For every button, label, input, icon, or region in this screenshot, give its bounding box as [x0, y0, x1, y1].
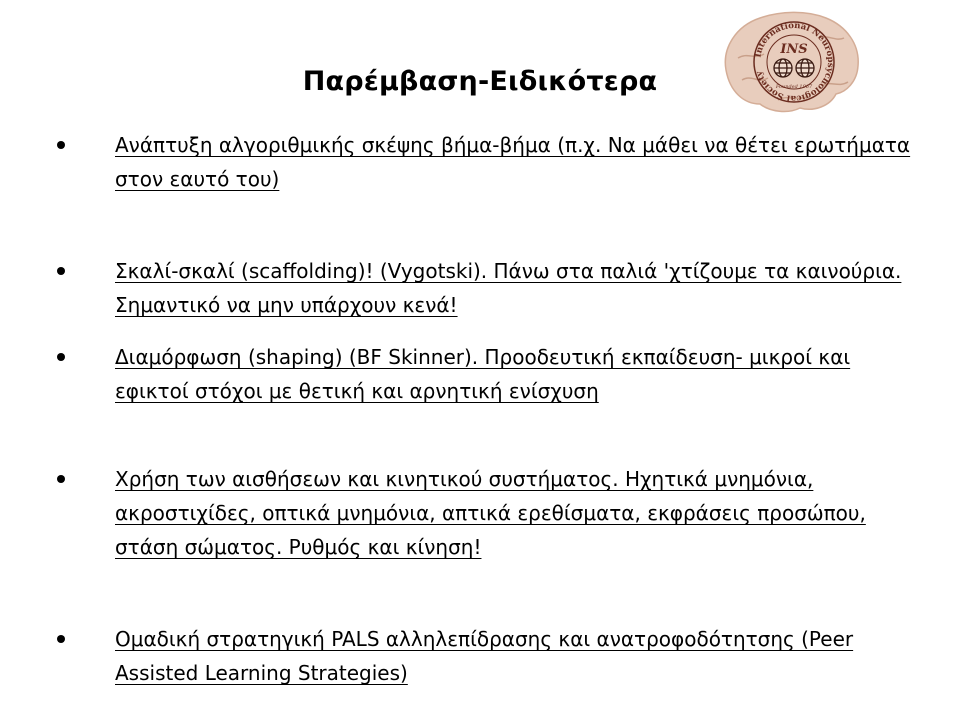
bullet-dot-icon [57, 353, 65, 361]
bullet-text: Ανάπτυξη αλγοριθμικής σκέψης βήμα-βήμα (π.χ. Να μάθει να θέτει ερωτήματα στον εαυτό του) [115, 133, 911, 191]
bullet-dot-icon [57, 267, 65, 275]
logo-ring-text: International Neuropsychological Society [753, 20, 836, 104]
logo-center-text: INS [780, 42, 808, 57]
slide-title: Παρέμβαση-Ειδικότερα [302, 66, 658, 97]
ins-brain-logo-icon [718, 8, 863, 116]
bullet-text: Σκαλί-σκαλί (scaffolding)! (Vygotski). Πάνω στα παλιά 'χτίζουμε τα καινούρια. Σημαντικό να μην υπάρχουν κενά! [115, 259, 902, 317]
bullet-dot-icon [57, 141, 65, 149]
bullet-text: Διαμόρφωση (shaping) (BF Skinner). Προοδευτική εκπαίδευση- μικροί και εφικτοί στόχοι με θετική και αρνητική ενίσχυση [115, 345, 851, 403]
bullet-dot-icon [57, 635, 65, 643]
bullet-dot-icon [57, 475, 65, 483]
bullet-text: Χρήση των αισθήσεων και κινητικού συστήματος. Ηχητικά μνημόνια, ακροστιχίδες, οπτικά μνημόνια, απτικά ερεθίσματα, εκφράσεις προσώπου, στάση σώματος. Ρυθμός και κίνηση! [115, 467, 866, 559]
logo-founded-text: Founded 1967 [775, 84, 813, 90]
bullet-text: Ομαδική στρατηγική PALS αλληλεπίδρασης και ανατροφοδότητσης (Peer Assisted Learning Strategies) [115, 627, 854, 685]
